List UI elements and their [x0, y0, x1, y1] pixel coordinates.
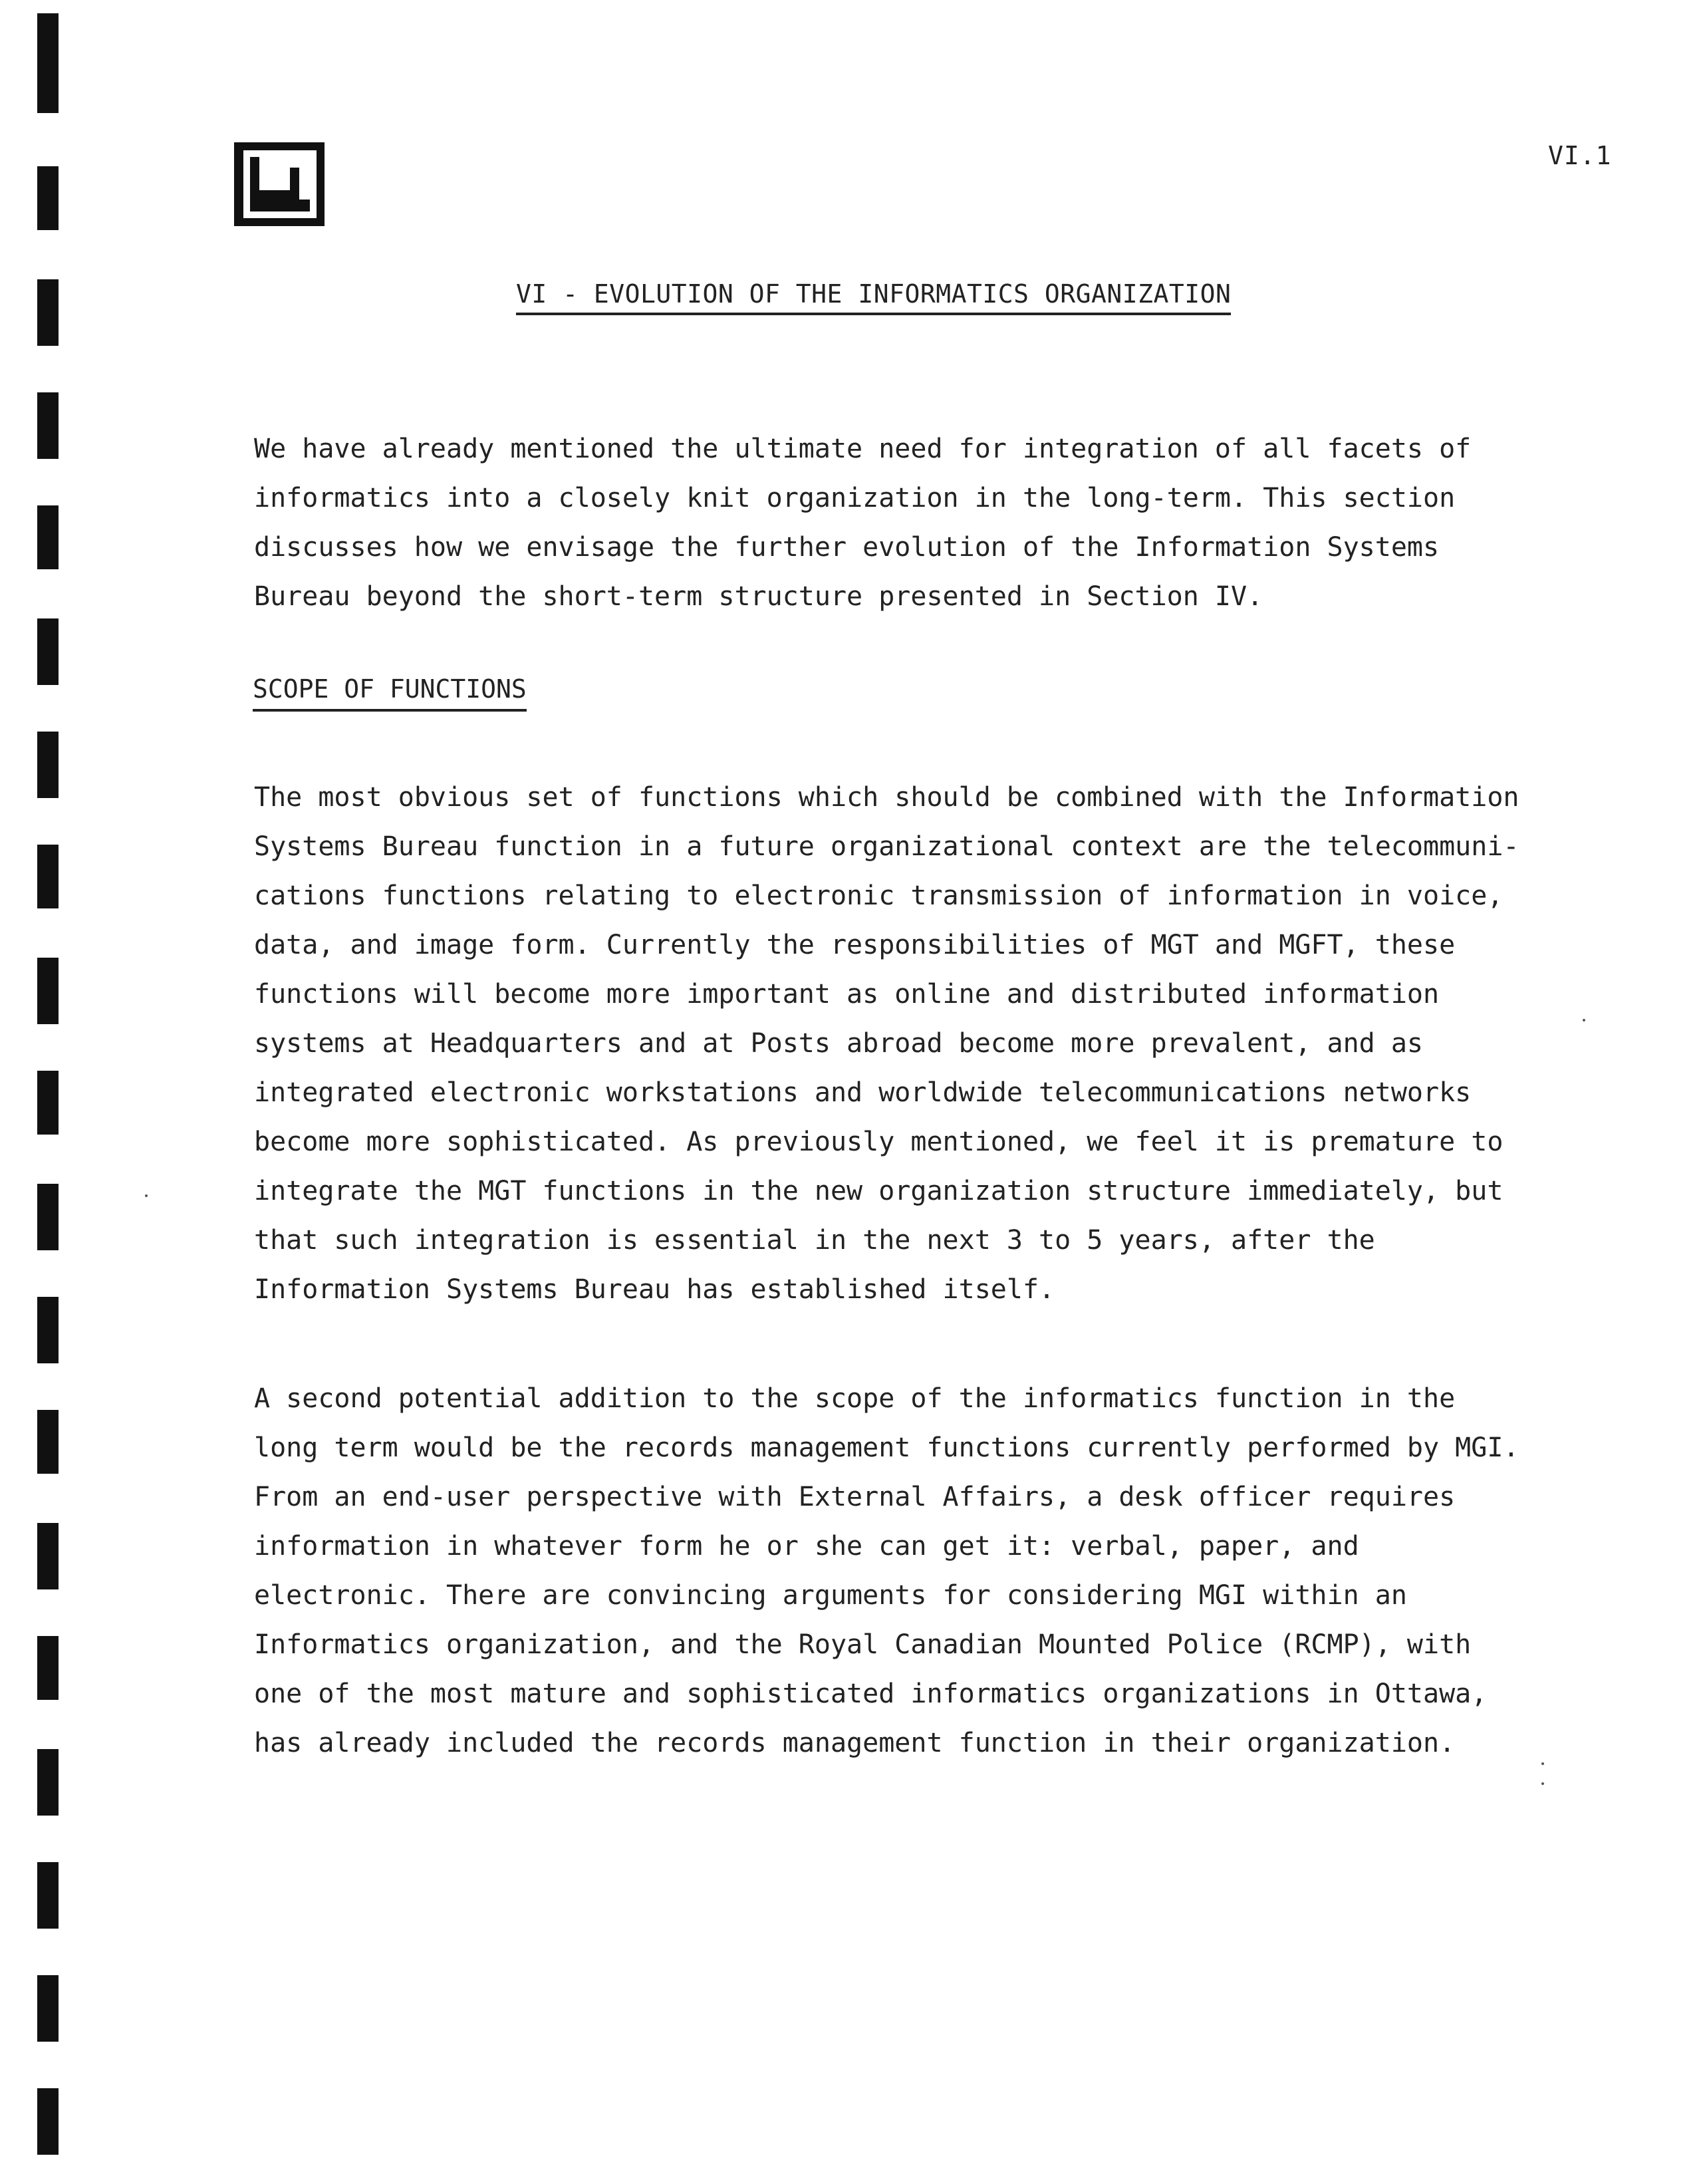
binding-mark [37, 958, 59, 1024]
binding-mark [37, 1862, 59, 1929]
departmental-logo-icon [233, 141, 326, 227]
binding-mark [37, 1184, 59, 1250]
binding-mark [37, 618, 59, 685]
binding-mark [37, 505, 59, 569]
scan-speck [1541, 1782, 1544, 1785]
binding-mark [37, 1410, 59, 1474]
intro-paragraph: We have already mentioned the ultimate need for integration of all facets of informatics into a closely knit organization in the long-term. This section discusses how we envisage the further evolution of the Information Systems Bureau beyond the short-term structure presented in Section IV. [254, 434, 1472, 612]
binding-mark [37, 1523, 59, 1589]
binding-mark [37, 13, 59, 113]
section-heading: SCOPE OF FUNCTIONS [253, 674, 527, 712]
page-number: VI.1 [1548, 141, 1612, 170]
binding-mark [37, 845, 59, 908]
body-paragraph: A second potential addition to the scope of the informatics function in the long term would be the records management functions currently performed by MGI. From an end-user perspective with External Affairs, a desk officer requires information in whatever form he or she can get it: verbal, paper, and electronic. There are convincing arguments for considering MGI within an Informatics organization, and the Royal Canadian Mounted Police (RCMP), with one of the most mature and sophisticated informatics organizations in Ottawa, has already included the records management function in their organization. [254, 1383, 1519, 1758]
binding-mark [37, 166, 59, 230]
binding-marks [37, 0, 64, 2184]
binding-mark [37, 1975, 59, 2042]
scan-speck [1583, 1019, 1585, 1022]
scan-speck [145, 1194, 148, 1197]
binding-mark [37, 1297, 59, 1363]
body-paragraph: The most obvious set of functions which should be combined with the Information Systems Bureau function in a future organizational context are the telecommuni- cations functions relating to electronic transmission of information in voice, data, and image form. Currently the responsibilities of MGT and MGFT, these functions will become more important as online and distributed information systems at Headquarters and at Posts abroad become more prevalent, and as integrated electronic workstations and worldwide telecommunications networks become more sophisticated. As previously mentioned, we feel it is premature to integrate the MGT functions in the new organization structure immediately, but that such integration is essential in the next 3 to 5 years, after the Information Systems Bureau has established itself. [254, 782, 1519, 1305]
binding-mark [37, 1636, 59, 1700]
scan-speck [1541, 1762, 1544, 1765]
page-title: VI - EVOLUTION OF THE INFORMATICS ORGANIZATION [516, 279, 1231, 315]
binding-mark [37, 2088, 59, 2155]
binding-mark [37, 1071, 59, 1135]
binding-mark [37, 1749, 59, 1816]
binding-mark [37, 279, 59, 346]
binding-mark [37, 392, 59, 459]
binding-mark [37, 732, 59, 798]
